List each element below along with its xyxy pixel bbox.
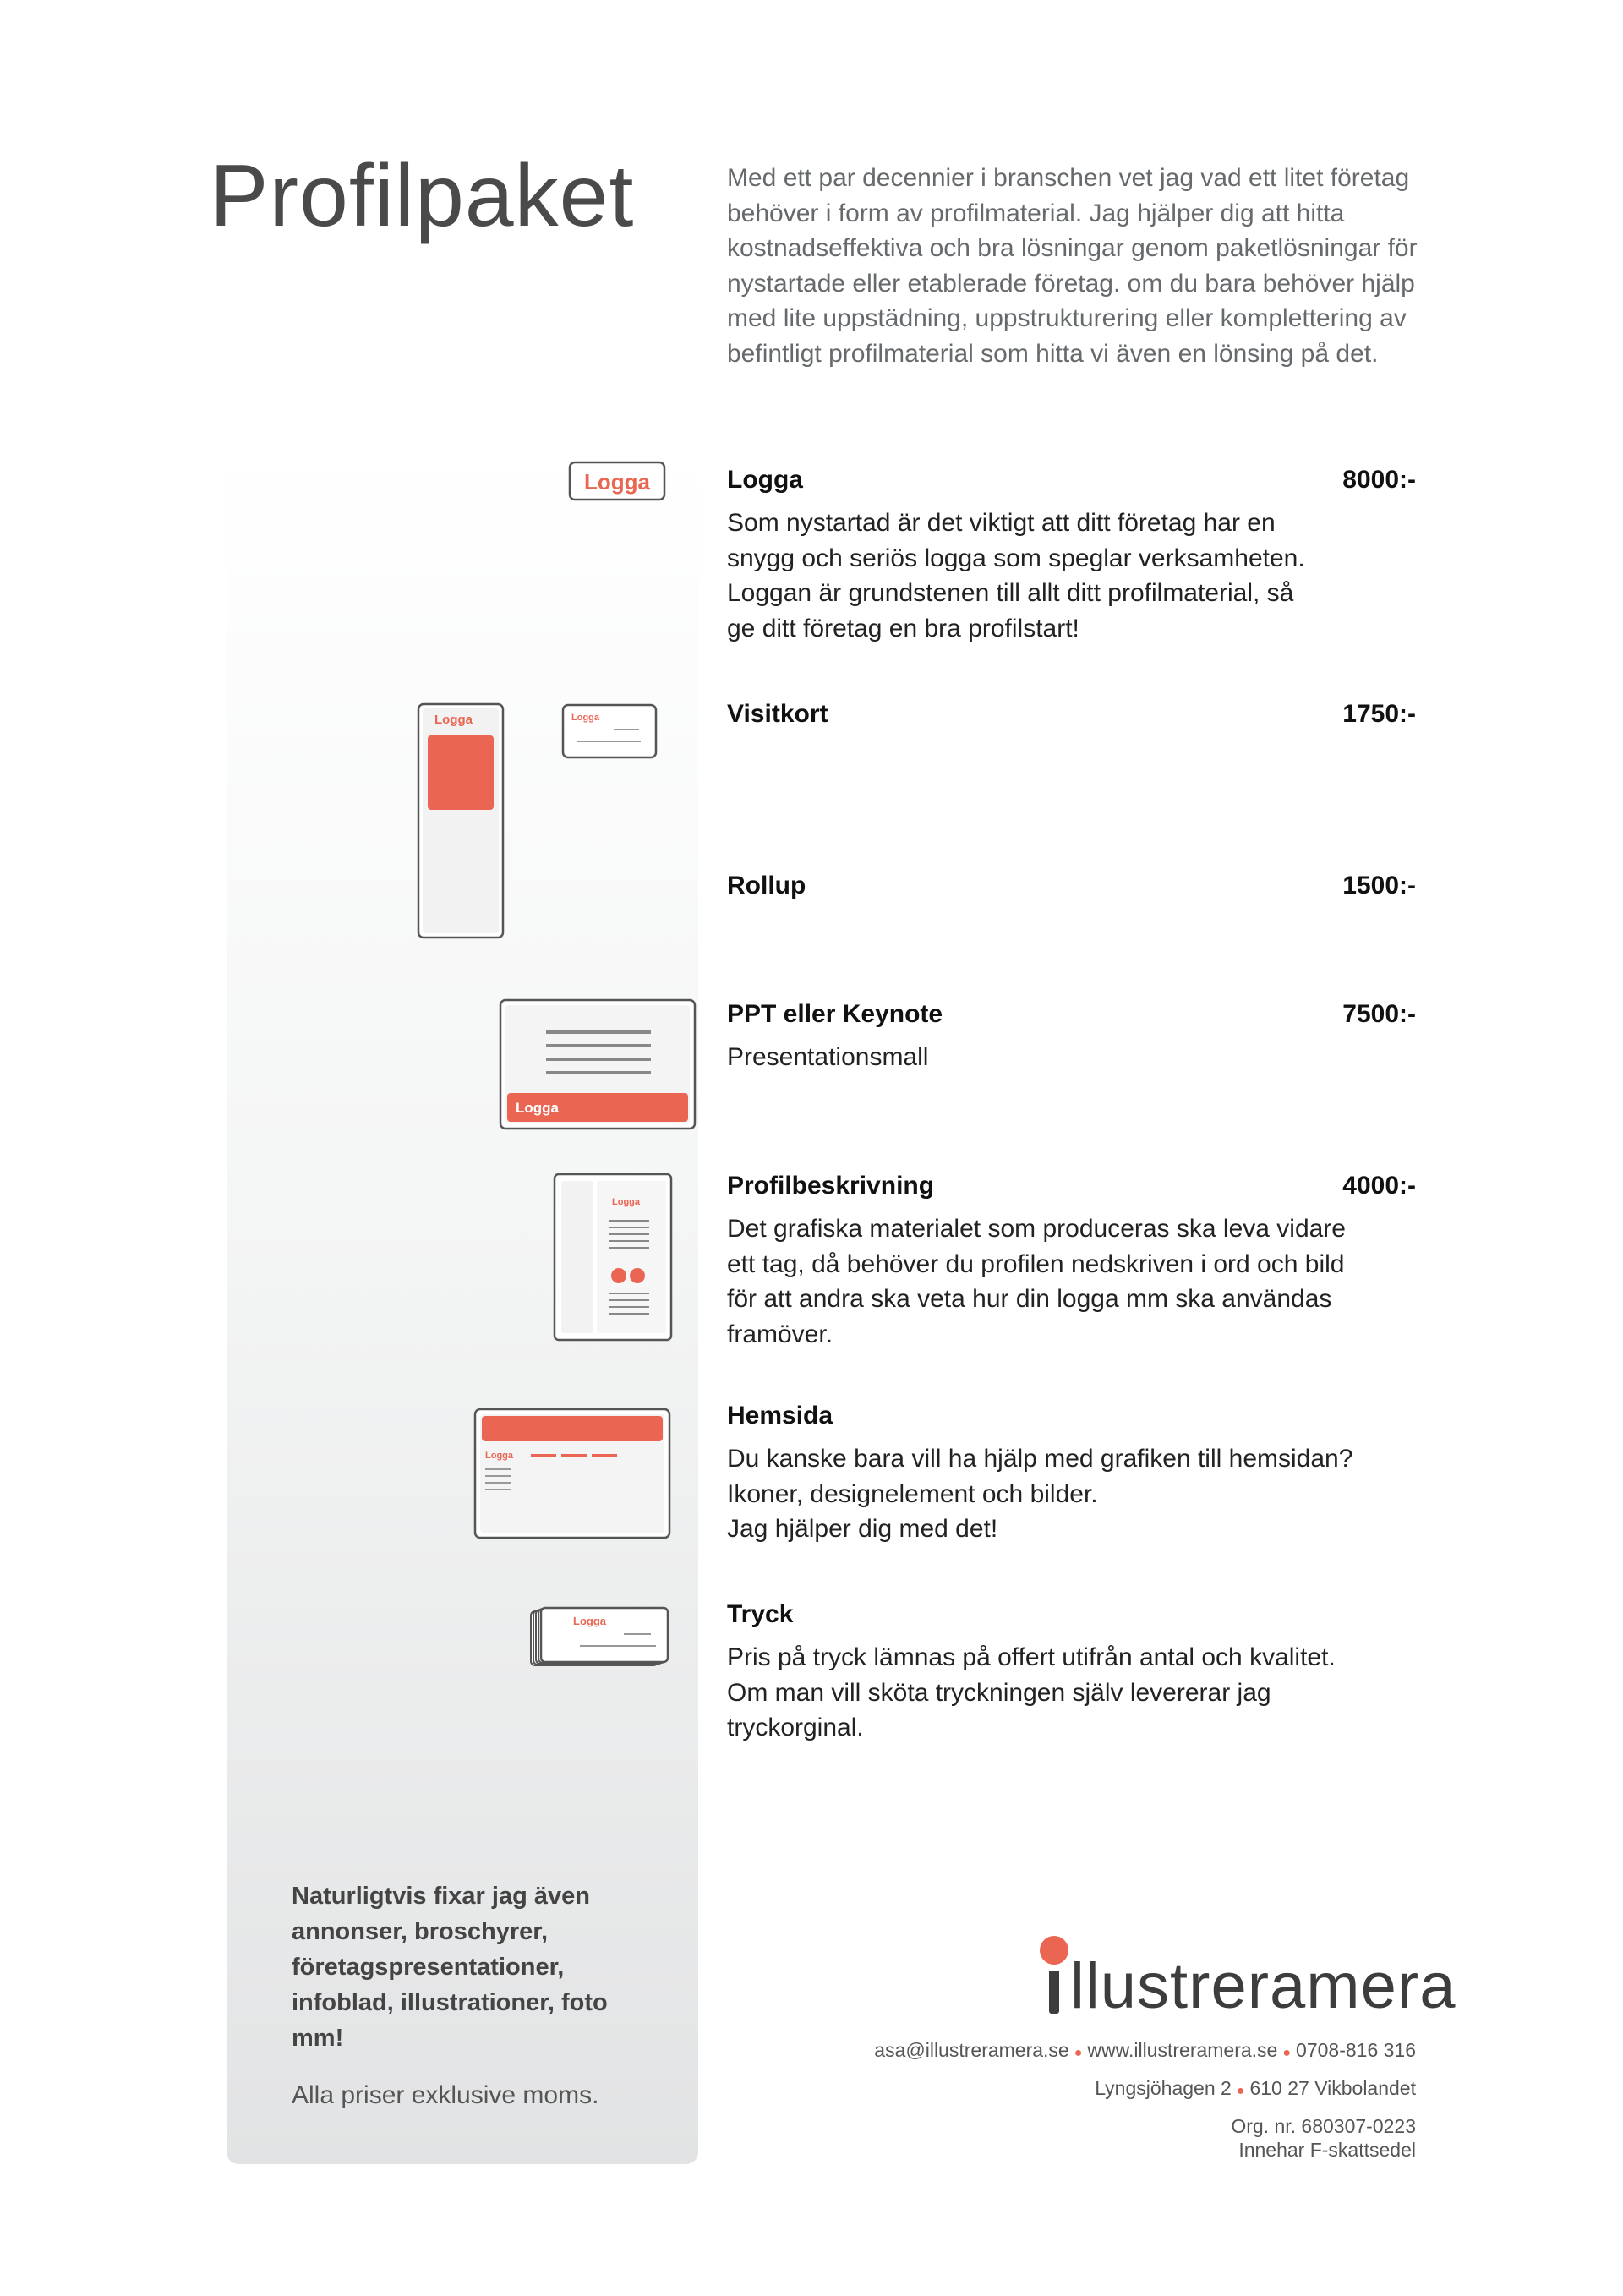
logo-label: Logga [612, 1197, 640, 1207]
service-name: Hemsida [727, 1402, 833, 1430]
profile-manual-illustration [553, 1173, 673, 1342]
service-item-visitkort [727, 697, 1416, 731]
address-line [1095, 2075, 1416, 2104]
brand-logo [1040, 1936, 1456, 2029]
service-name: Profilbeskrivning [727, 1172, 935, 1200]
service-price: 8000:- [1342, 466, 1416, 494]
logo-label: Logga [516, 1100, 559, 1116]
address-street: Lyngsjöhagen 2 [1095, 2077, 1232, 2099]
service-price: 4000:- [1342, 1172, 1416, 1200]
logo-label: Logga [485, 1451, 513, 1461]
service-name: PPT eller Keynote [727, 1000, 943, 1028]
logo-badge-illustration [568, 461, 666, 503]
vat-note: Alla priser exklusive moms. [292, 2081, 599, 2109]
bullet-icon: ● [1236, 2084, 1245, 2098]
brand-dot-icon [1040, 1936, 1068, 1965]
rollup-illustration [416, 702, 505, 940]
service-description: Presentationsmall [727, 1043, 929, 1071]
website-illustration [473, 1408, 671, 1539]
service-description: Det grafiska materialet som produceras ska leva vidare ett tag, då behöver du profilen nedskriven i ord och bild för att andra ska veta hur din logga mm ska användas framöver. [727, 1215, 1346, 1348]
service-name: Rollup [727, 872, 806, 899]
sidebar-note: Naturligtvis fixar jag även annonser, broschyrer, företagspresentationer, infoblad, illustrationer, foto mm! [292, 1883, 608, 2052]
bullet-icon: ● [1282, 2046, 1292, 2060]
address-city: 610 27 Vikbolandet [1249, 2077, 1416, 2099]
business-card-illustration [561, 703, 658, 759]
logo-label: Logga [573, 1615, 606, 1627]
contact-phone: 0708-816 316 [1296, 2039, 1416, 2061]
tax-note: Innehar F-skattsedel [1238, 2139, 1416, 2161]
logo-label: Logga [584, 469, 650, 495]
service-price: 1500:- [1342, 872, 1416, 899]
service-item-profilbeskrivning [727, 1169, 1416, 1352]
service-description: Du kanske bara vill ha hjälp med grafiken till hemsidan? Ikoner, designelement och bilder. Jag hjälper dig med det! [727, 1445, 1353, 1543]
brand-stem-icon [1049, 1971, 1059, 2014]
intro-text: Med ett par decennier i branschen vet jag vad ett litet företag behöver i form av profilmaterial. Jag hjälper dig att hitta kostnadseffektiva och bra lösningar genom paketlösningar för nystartade eller etablerade företag. om du bara behöver hjälp med lite uppstädning, uppstrukturering eller komplettering av befintligt profilmaterial som hitta vi även en lönsing på det. [727, 164, 1418, 368]
service-name: Logga [727, 466, 803, 494]
logo-label: Logga [434, 713, 473, 727]
presentation-illustration [499, 998, 697, 1130]
service-item-logga [727, 463, 1416, 646]
service-description: Som nystartad är det viktigt att ditt företag har en snygg och seriös logga som speglar verksamheten. Loggan är grundstenen till allt ditt profilmaterial, så ge ditt företag en bra profilstart! [727, 509, 1305, 642]
contact-website[interactable]: www.illustreramera.se [1087, 2039, 1278, 2061]
org-number: Org. nr. 680307-0223 [1231, 2115, 1416, 2137]
brand-wordmark: llustreramera [1070, 1950, 1456, 2022]
service-name: Visitkort [727, 700, 828, 728]
contact-line [874, 2037, 1416, 2066]
service-description: Pris på tryck lämnas på offert utifrån antal och kvalitet. Om man vill sköta tryckningen själv levererar jag tryckorginal. [727, 1643, 1336, 1741]
page-title: Profilpaket [210, 147, 635, 245]
service-name: Tryck [727, 1600, 794, 1628]
service-item-rollup [727, 869, 1416, 903]
service-item-tryck [727, 1598, 1416, 1746]
service-price: 1750:- [1342, 700, 1416, 728]
logo-label: Logga [571, 713, 599, 723]
contact-email[interactable]: asa@illustreramera.se [874, 2039, 1069, 2061]
service-price: 7500:- [1342, 1000, 1416, 1028]
print-stack-illustration [529, 1606, 669, 1669]
service-item-ppt [727, 998, 1416, 1075]
service-item-hemsida [727, 1399, 1416, 1547]
bullet-icon: ● [1074, 2046, 1083, 2060]
